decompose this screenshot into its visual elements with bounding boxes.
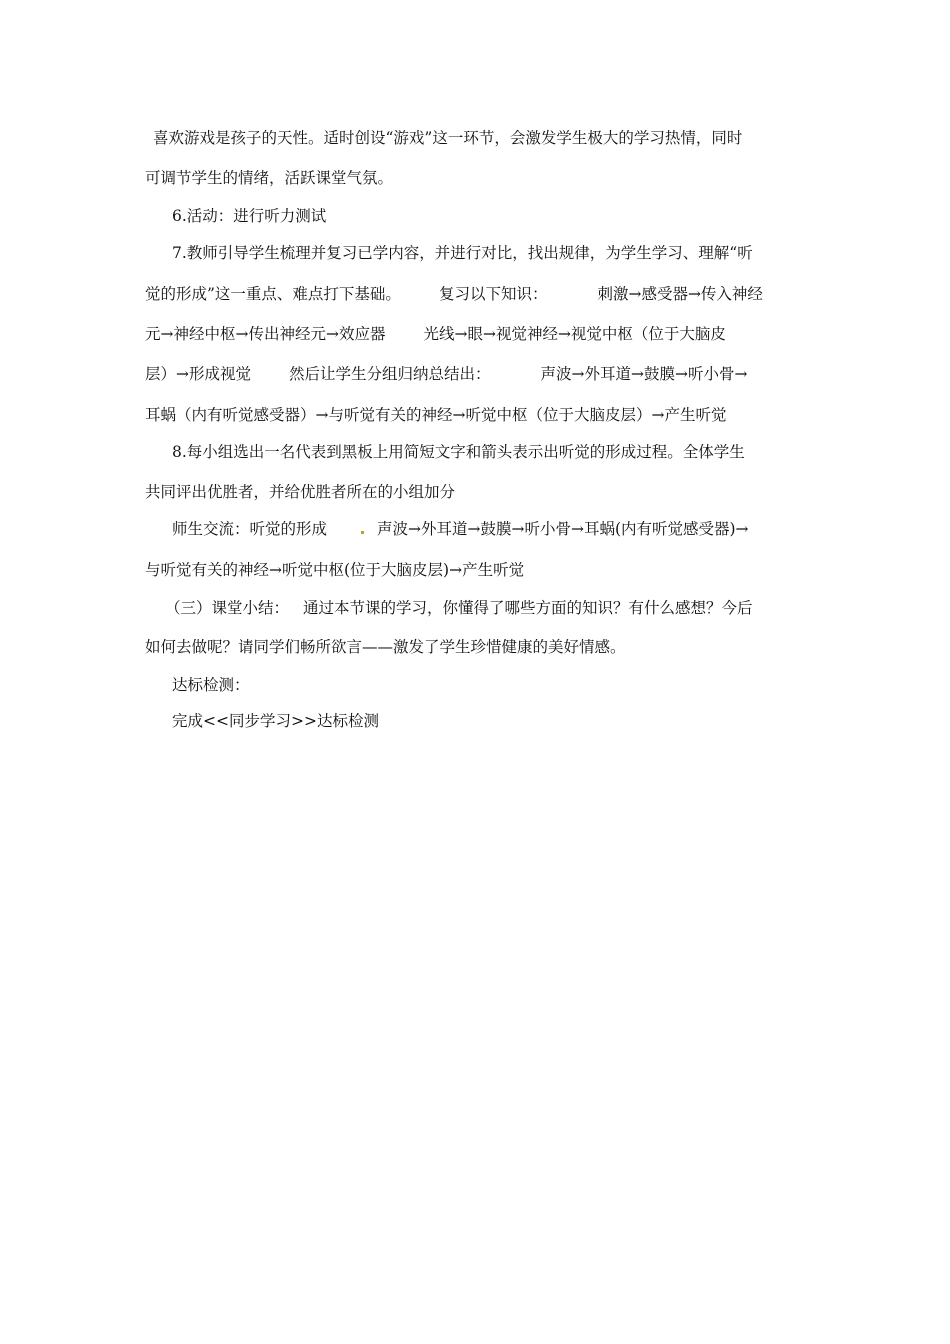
exchange-line1-part2: 声波→外耳道→鼓膜→听小骨→耳蜗(内有听觉感受器)→ xyxy=(377,520,749,538)
step-7-line5: 耳蜗（内有听觉感受器）→与听觉有关的神经→听觉中枢（位于大脑皮层）→产生听觉 xyxy=(145,406,727,424)
step-8-line2: 共同评出优胜者，并给优胜者所在的小组加分 xyxy=(145,483,456,501)
exchange-line1-part1: 师生交流：听觉的形成 xyxy=(172,520,328,538)
paragraph-game-intro-line2: 可调节学生的情绪，活跃课堂气氛。 xyxy=(145,169,394,187)
step-7-line4-part1: 层）→形成视觉 xyxy=(145,365,251,383)
step-7-line2-part3: 刺激→感受器→传入神经 xyxy=(597,285,763,303)
summary-line1-part1: （三）课堂小结： xyxy=(165,599,290,617)
step-6-line: 6.活动：进行听力测试 xyxy=(172,207,327,225)
step-7-line3-part1: 元→神经中枢→传出神经元→效应器 xyxy=(145,325,386,343)
summary-line1 xyxy=(165,598,753,618)
step-7-line2-part2: 复习以下知识： xyxy=(438,285,548,303)
step-7-line2 xyxy=(145,284,763,304)
check-task: 完成<<同步学习>>达标检测 xyxy=(172,712,379,730)
step-7-line4-part2: 然后让学生分组归纳总结出： xyxy=(289,365,491,383)
paragraph-game-intro-line1: 喜欢游戏是孩子的天性。适时创设“游戏”这一环节，会激发学生极大的学习热情，同时 xyxy=(153,129,743,147)
step-7-line4 xyxy=(145,364,747,384)
step-7-line3 xyxy=(145,324,726,344)
summary-line1-part2: 通过本节课的学习，你懂得了哪些方面的知识？有什么感想？今后 xyxy=(303,599,753,617)
step-7-line1: 7.教师引导学生梳理并复习已学内容，并进行对比，找出规律，为学生学习、理解“听 xyxy=(172,244,753,262)
step-7-line4-part3: 声波→外耳道→鼓膜→听小骨→ xyxy=(540,365,748,383)
summary-line2: 如何去做呢？请同学们畅所欲言——激发了学生珍惜健康的美好情感。 xyxy=(145,638,626,656)
step-7-line2-part1: 觉的形成”这一重点、难点打下基础。 xyxy=(145,285,401,303)
exchange-line1 xyxy=(172,519,749,539)
check-title: 达标检测： xyxy=(172,676,250,694)
step-7-line3-part2: 光线→眼→视觉神经→视觉中枢（位于大脑皮 xyxy=(423,325,726,343)
step-8-line1: 8.每小组选出一名代表到黑板上用简短文字和箭头表示出听觉的形成过程。全体学生 xyxy=(172,443,745,461)
decorative-dot xyxy=(361,531,364,534)
exchange-line2: 与听觉有关的神经→听觉中枢(位于大脑皮层)→产生听觉 xyxy=(145,561,525,579)
